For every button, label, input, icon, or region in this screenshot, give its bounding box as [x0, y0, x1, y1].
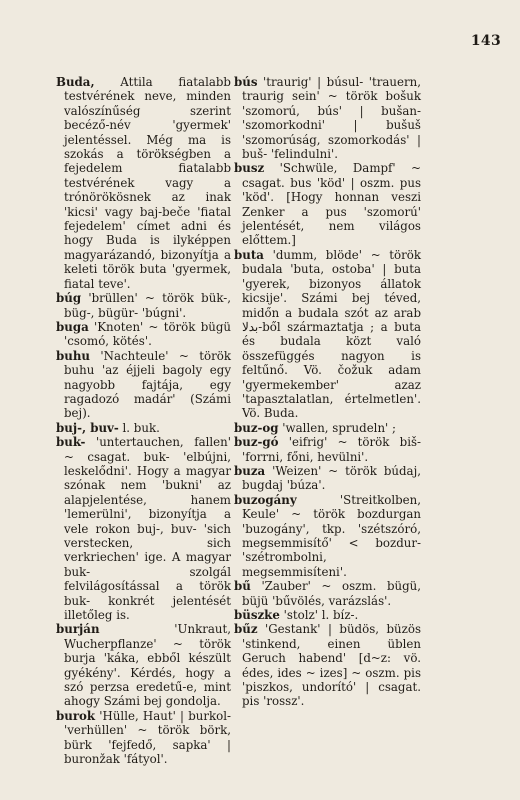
entry-text: 'Weizen' ~ török búdaj, bugdaj 'búza'.: [242, 463, 421, 493]
dictionary-entry: [234, 248, 421, 421]
dictionary-entry: [234, 421, 421, 435]
dictionary-entry: [234, 435, 421, 464]
entry-text: 'Zauber' ~ oszm. bügü, büjü 'bűvölés, varázslás'.: [242, 579, 421, 608]
entry-text: 'Unkraut, Wucherpflanze' ~ török burja 'káka, ebből készült gyékény'. Kérdés, hogy a szó perzsa eredetű-e, mint ahogy Számi bej gondolja.: [64, 622, 231, 709]
entry-headword: buj-, buv-: [56, 420, 119, 435]
dictionary-entry: [56, 75, 231, 291]
entry-headword: buk-: [56, 435, 86, 450]
entry-headword: buza: [234, 463, 266, 478]
entry-headword: buga: [56, 319, 89, 334]
dictionary-entry: [56, 421, 231, 435]
entry-text: Attila fiatalabb testvérének neve, minden valószínűség szerint becéző-név 'gyermek' jelentéssel. Még ma is szokás a törökségben a fejedelem fiatalabb testvérének vagy a trónörökösnek az inak 'kicsi' vagy baj-beče 'fiatal fejedelem' címet adni és hogy Buda is ilyképpen magyarázandó, bizonyítja a keleti török buta 'gyermek, fiatal teve'.: [64, 75, 231, 291]
entry-text: 'wallen, sprudeln' ;: [282, 420, 397, 435]
entry-headword: buhu: [56, 348, 90, 363]
entry-headword: burján: [56, 622, 100, 637]
entry-text: 'Knoten' ~ török bügü 'csomó, kötés'.: [64, 319, 231, 349]
dictionary-entry: [234, 579, 421, 608]
entry-headword: buta: [234, 247, 264, 262]
entry-headword: buz-gó: [234, 435, 279, 450]
entry-text: 'Schwüle, Dampf' ~ csagat. bus 'köd' | oszm. pus 'köd'. [Hogy honnan veszi Zenker a pus 'szomorú' jelentését, nem világos előttem.]: [242, 161, 422, 248]
dictionary-entry: [234, 608, 421, 622]
entry-headword: büszke: [234, 608, 280, 623]
entry-text: l. buk.: [122, 420, 160, 435]
dictionary-entry: [56, 349, 231, 421]
entry-text: 'traurig' | búsul- 'trauern, traurig sein' ~ török bošuk 'szomorú, bús' | bušan- 'szomorkodni' | bušuš 'szomorúság, szomorkodás' | buš- 'felindulni'.: [242, 75, 421, 162]
entry-headword: buz-og: [234, 420, 279, 435]
entry-text: 'dumm, blöde' ~ török budala 'buta, ostoba' | buta 'gyerek, bizonyos állatok kicsije'. Számi bej téved, midőn a budala szót az arab بدلا-ből származtatja ; a buta és budala közt való összefüggés nagyon is feltűnő. Vö. čožuk adam 'gyermekember' azaz 'tapasztalatlan, értelmetlen'. Vö. Buda.: [242, 247, 421, 421]
dictionary-entry: [234, 464, 421, 493]
entry-text: 'untertauchen, fallen' ~ csagat. buk- 'elbújni, leskelődni'. Hogy a magyar szónak nem 'bukni' az alapjelentése, hanem 'lemerülni', bizonyítja a vele rokon buj-, buv- 'sich verstecken, sich verkriechen' ige. A magyar buk- szolgál felvilágosítással a török buk- konkrét jelentését illetőleg is.: [64, 435, 231, 623]
entry-headword: Buda,: [56, 75, 95, 89]
dictionary-entry: [234, 493, 421, 579]
left-column: [56, 75, 231, 767]
dictionary-entry: [56, 622, 231, 708]
page-number: 143: [470, 33, 501, 49]
entry-headword: bű: [234, 579, 251, 594]
entry-text: 'Gestank' | büdös, büzös 'stinkend, einen üblen Geruch habend' [d~z: vö. édes, ides ~ izes] ~ oszm. pis 'piszkos, undorító' | csagat. pis 'rossz'.: [242, 622, 422, 709]
entry-headword: burok: [56, 708, 96, 723]
dictionary-entry: [234, 161, 421, 247]
dictionary-entry: [56, 709, 231, 767]
entry-headword: bús: [234, 75, 258, 89]
entry-headword: busz: [234, 161, 265, 176]
entry-headword: bűz: [234, 622, 258, 637]
entry-text: 'Nachteule' ~ török buhu 'az éjjeli bagoly egy nagyobb fajtája, egy ragadozó madár' (Számi bej).: [64, 348, 231, 421]
dictionary-entry: [234, 75, 421, 161]
right-column: [234, 75, 421, 709]
entry-headword: búg: [56, 291, 82, 306]
dictionary-entry: [56, 320, 231, 349]
entry-text: 'Streitkolben, Keule' ~ török bozdurgan 'buzogány', tkp. 'szétszóró, megsemmisítő' < bozdur- 'szétrombolni, megsemmisíteni'.: [242, 492, 421, 579]
entry-headword: buzogány: [234, 492, 297, 507]
entry-text: 'brüllen' ~ török bük-, büg-, bügür- 'búgni'.: [64, 291, 232, 320]
entry-text: 'Hülle, Haut' | burkol- 'verhüllen' ~ török börk, bürk 'fejfedő, sapka' | buronžak 'fátyol'.: [64, 708, 231, 767]
entry-text: 'stolz' l. bíz-.: [283, 608, 359, 623]
entry-text: 'eifrig' ~ török biš- 'forrni, főni, hevülni'.: [242, 435, 422, 464]
dictionary-entry: [56, 291, 231, 320]
dictionary-entry: [56, 435, 231, 622]
dictionary-entry: [234, 622, 421, 708]
